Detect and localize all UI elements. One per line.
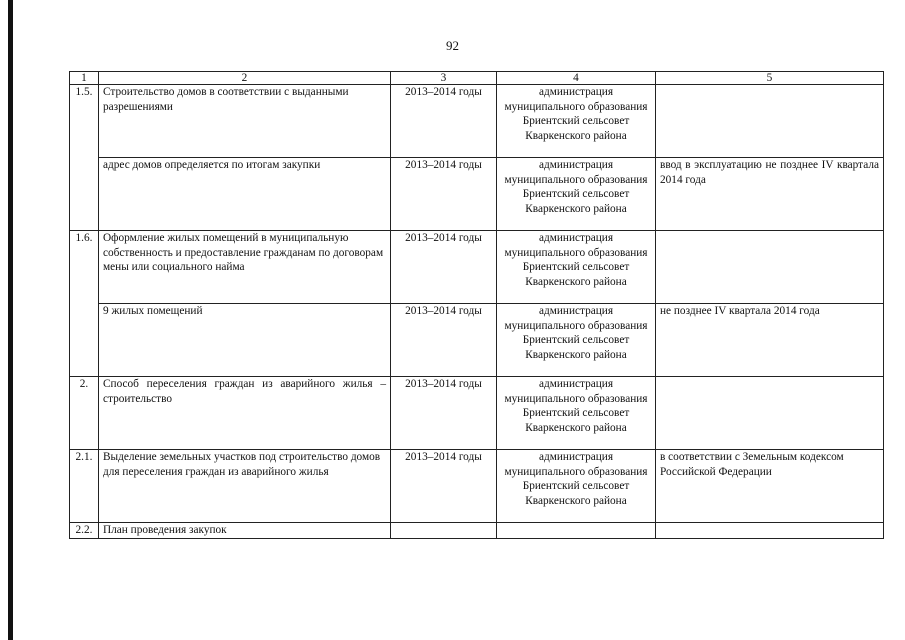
measure-executor: администрация муниципального образования Бриентский сельсовет Кваркенского района: [497, 304, 656, 377]
table-header-row: [70, 72, 884, 85]
measure-period: [391, 523, 497, 539]
measure-note: [656, 377, 884, 450]
measure-executor: администрация муниципального образования Бриентский сельсовет Кваркенского района: [497, 85, 656, 158]
table-row: [70, 158, 884, 231]
measure-period: 2013–2014 годы: [391, 158, 497, 231]
measure-period: 2013–2014 годы: [391, 450, 497, 523]
measure-period: 2013–2014 годы: [391, 85, 497, 158]
measure-description: Оформление жилых помещений в муниципальную собственность и предоставление гражданам по договорам мены или социального найма: [99, 231, 391, 304]
left-margin-rule: [8, 0, 13, 640]
measure-description: адрес домов определяется по итогам закупки: [99, 158, 391, 231]
header-cell-5: 5: [656, 72, 884, 85]
measure-description: Строительство домов в соответствии с выданными разрешениями: [99, 85, 391, 158]
measure-executor: [497, 523, 656, 539]
measure-executor: администрация муниципального образования Бриентский сельсовет Кваркенского района: [497, 450, 656, 523]
measure-note: [656, 85, 884, 158]
table-row: [70, 450, 884, 523]
row-number: 2.2.: [70, 523, 99, 539]
row-number: 1.6.: [70, 231, 99, 377]
header-cell-2: 2: [99, 72, 391, 85]
measure-period: 2013–2014 годы: [391, 231, 497, 304]
table-row: [70, 231, 884, 304]
table-row: [70, 523, 884, 539]
row-number: 2.: [70, 377, 99, 450]
measure-note: не позднее IV квартала 2014 года: [656, 304, 884, 377]
row-number: 2.1.: [70, 450, 99, 523]
measure-period: 2013–2014 годы: [391, 304, 497, 377]
measure-description: 9 жилых помещений: [99, 304, 391, 377]
table-row: [70, 85, 884, 158]
measure-period: 2013–2014 годы: [391, 377, 497, 450]
measure-note: в соответствии с Земельным кодексом Российской Федерации: [656, 450, 884, 523]
row-number: 1.5.: [70, 85, 99, 231]
measure-note: [656, 231, 884, 304]
measure-note: [656, 523, 884, 539]
header-cell-1: 1: [70, 72, 99, 85]
measure-executor: администрация муниципального образования Бриентский сельсовет Кваркенского района: [497, 377, 656, 450]
measure-description: План проведения закупок: [99, 523, 391, 539]
measure-note: ввод в эксплуатацию не позднее IV квартала 2014 года: [656, 158, 884, 231]
measure-description: Способ переселения граждан из аварийного жилья – строительство: [99, 377, 391, 450]
header-cell-3: 3: [391, 72, 497, 85]
measure-executor: администрация муниципального образования Бриентский сельсовет Кваркенского района: [497, 231, 656, 304]
measure-executor: администрация муниципального образования Бриентский сельсовет Кваркенского района: [497, 158, 656, 231]
program-measures-table: [69, 71, 884, 539]
measure-description: Выделение земельных участков под строительство домов для переселения граждан из аварийного жилья: [99, 450, 391, 523]
page-number: 92: [446, 38, 459, 53]
table-row: [70, 377, 884, 450]
table-row: [70, 304, 884, 377]
header-cell-4: 4: [497, 72, 656, 85]
